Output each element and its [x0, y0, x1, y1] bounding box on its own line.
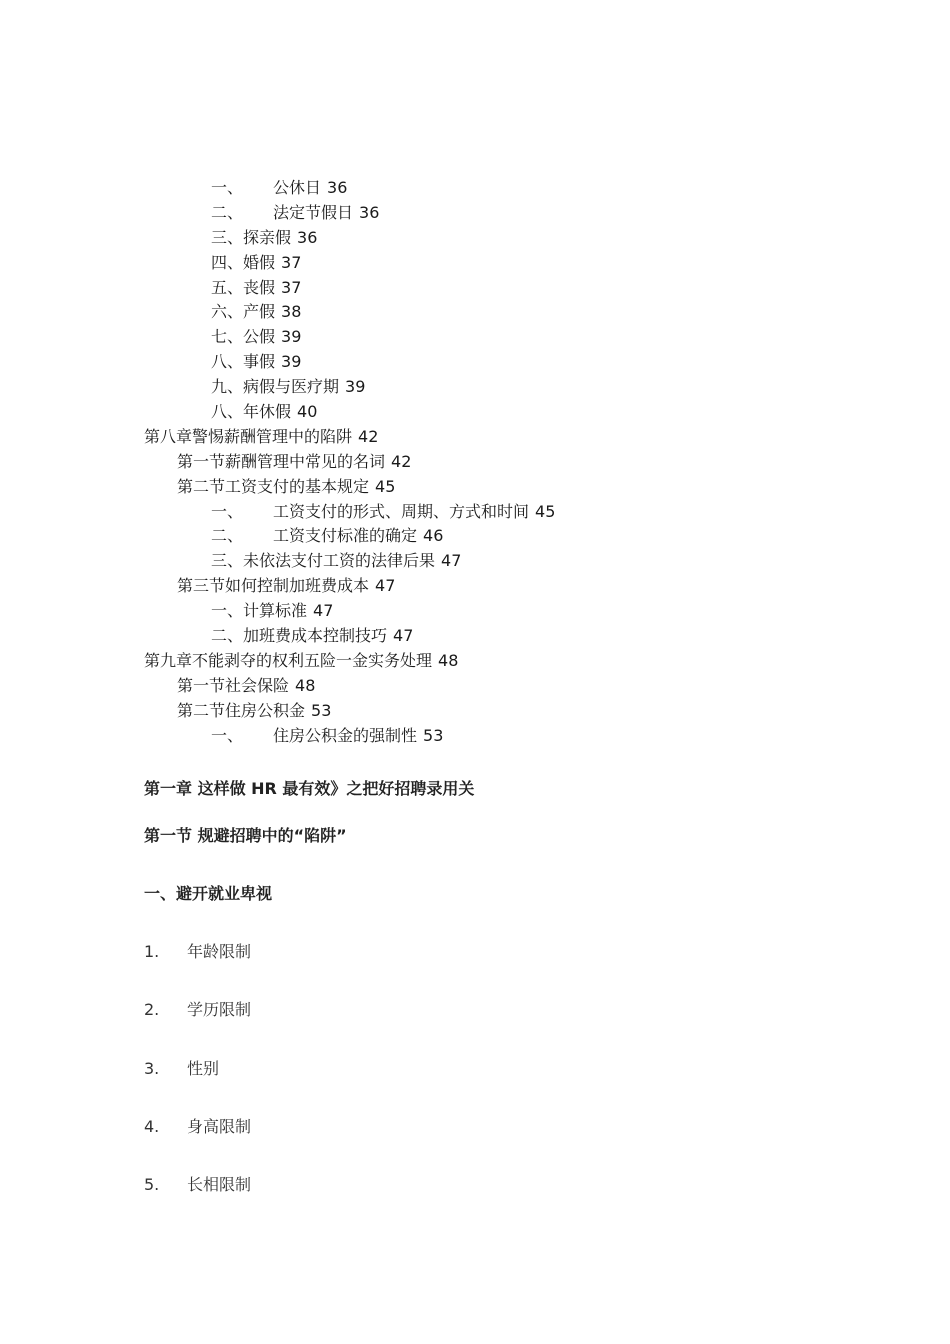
- toc-entry-page-number: 45: [375, 476, 396, 496]
- toc-entry-page-number: 36: [359, 202, 380, 222]
- toc-entry-title: 第一节社会保险: [177, 675, 290, 695]
- toc-entry-page-number: 39: [345, 377, 366, 397]
- toc-entry-page-number: 47: [393, 626, 414, 646]
- chapter-heading: 第一章 这样做 HR 最有效》之把好招聘录用关: [144, 779, 475, 798]
- toc-entry[interactable]: [0, 500, 950, 525]
- toc-entry-number: 六、: [211, 302, 244, 322]
- toc-entry-page-number: 42: [391, 451, 412, 471]
- toc-entry[interactable]: [0, 425, 950, 450]
- toc-entry-title: 年休假: [243, 402, 292, 422]
- toc-entry-page-number: 37: [281, 252, 302, 272]
- toc-entry-number: 二、: [211, 626, 244, 646]
- toc-entry[interactable]: [0, 674, 950, 699]
- toc-entry-page-number: 42: [358, 426, 379, 446]
- toc-entry[interactable]: [0, 574, 950, 599]
- toc-entry-page-number: 47: [313, 601, 334, 621]
- toc-entry[interactable]: [0, 276, 950, 301]
- toc-entry[interactable]: [0, 201, 950, 226]
- toc-entry-number: 三、: [211, 551, 244, 571]
- toc-entry-number: 一、: [211, 178, 244, 197]
- toc-entry-title: 探亲假: [243, 227, 292, 247]
- toc-entry-number: 三、: [211, 227, 244, 247]
- toc-entry-title: 法定节假日: [273, 202, 354, 222]
- toc-entry-title: 未依法支付工资的法律后果: [243, 551, 436, 571]
- toc-entry-title: 第二节住房公积金: [177, 700, 306, 720]
- list-item: [144, 1114, 251, 1137]
- toc-entry[interactable]: [0, 599, 950, 624]
- list-item: [144, 1056, 219, 1079]
- toc-entry-number: 八、: [211, 402, 244, 422]
- toc-entry[interactable]: [0, 724, 950, 749]
- toc-entry-title: 婚假: [243, 252, 276, 272]
- toc-entry-number: 五、: [211, 277, 244, 297]
- list-item-number: 1.: [144, 942, 160, 961]
- subsection-heading: 一、避开就业卑视: [144, 884, 273, 903]
- list-item-number: 4.: [144, 1117, 160, 1136]
- toc-entry[interactable]: [0, 300, 950, 325]
- list-item: [144, 997, 251, 1020]
- toc-entry-page-number: 47: [375, 576, 396, 596]
- toc-entry-page-number: 46: [423, 526, 444, 546]
- list-item-text: 学历限制: [187, 1000, 252, 1019]
- toc-entry[interactable]: [0, 450, 950, 475]
- toc-entry-title: 工资支付的形式、周期、方式和时间: [273, 501, 530, 521]
- toc-entry[interactable]: [0, 325, 950, 350]
- list-item-text: 年龄限制: [187, 942, 252, 961]
- list-item-number: 3.: [144, 1059, 160, 1078]
- toc-entry-number: 八、: [211, 352, 244, 372]
- table-of-contents: [0, 176, 950, 748]
- toc-entry-page-number: 36: [297, 227, 318, 247]
- list-item: [144, 939, 251, 962]
- toc-entry[interactable]: [0, 649, 950, 674]
- toc-entry[interactable]: [0, 475, 950, 500]
- toc-entry-page-number: 47: [441, 551, 462, 571]
- toc-entry[interactable]: [0, 624, 950, 649]
- toc-entry-number: 二、: [211, 526, 244, 546]
- toc-entry[interactable]: [0, 699, 950, 724]
- toc-entry-title: 第九章不能剥夺的权利五险一金实务处理: [144, 650, 433, 670]
- toc-entry-page-number: 53: [311, 700, 332, 720]
- list-item-text: 长相限制: [187, 1175, 252, 1194]
- toc-entry[interactable]: [0, 375, 950, 400]
- toc-entry-page-number: 39: [281, 352, 302, 372]
- list-item: [144, 1172, 251, 1195]
- list-item-number: 2.: [144, 1000, 160, 1019]
- toc-entry-title: 加班费成本控制技巧: [243, 626, 388, 646]
- toc-entry-title: 病假与医疗期: [243, 377, 340, 397]
- toc-entry-title: 第八章警惕薪酬管理中的陷阱: [144, 426, 353, 446]
- toc-entry[interactable]: [0, 400, 950, 425]
- toc-entry-page-number: 40: [297, 402, 318, 422]
- toc-entry-title: 公假: [243, 327, 276, 347]
- toc-entry-page-number: 39: [281, 327, 302, 347]
- toc-entry-title: 第三节如何控制加班费成本: [177, 576, 370, 596]
- toc-entry-title: 丧假: [243, 277, 276, 297]
- toc-entry-number: 一、: [211, 601, 244, 621]
- toc-entry-title: 计算标准: [243, 601, 308, 621]
- toc-entry-page-number: 36: [327, 178, 348, 197]
- toc-entry-page-number: 53: [423, 725, 444, 745]
- toc-entry-page-number: 37: [281, 277, 302, 297]
- toc-entry-number: 四、: [211, 252, 244, 272]
- list-item-text: 性别: [187, 1059, 220, 1078]
- section-heading: 第一节 规避招聘中的“陷阱”: [144, 826, 347, 845]
- toc-entry-title: 第一节薪酬管理中常见的名词: [177, 451, 386, 471]
- toc-entry-title: 公休日: [273, 178, 322, 197]
- toc-entry[interactable]: [0, 226, 950, 251]
- toc-entry[interactable]: [0, 524, 950, 549]
- toc-entry-page-number: 45: [535, 501, 556, 521]
- toc-entry-title: 第二节工资支付的基本规定: [177, 476, 370, 496]
- toc-entry[interactable]: [0, 549, 950, 574]
- list-item-number: 5.: [144, 1175, 160, 1194]
- toc-entry-title: 事假: [243, 352, 276, 372]
- toc-entry-title: 工资支付标准的确定: [273, 526, 418, 546]
- toc-entry-page-number: 48: [438, 650, 459, 670]
- toc-entry[interactable]: [0, 176, 950, 201]
- toc-entry-page-number: 38: [281, 302, 302, 322]
- toc-entry[interactable]: [0, 350, 950, 375]
- toc-entry-number: 二、: [211, 202, 244, 222]
- toc-entry-number: 一、: [211, 501, 244, 521]
- toc-entry-title: 产假: [243, 302, 276, 322]
- toc-entry-number: 九、: [211, 377, 244, 397]
- list-item-text: 身高限制: [187, 1117, 252, 1136]
- toc-entry[interactable]: [0, 251, 950, 276]
- toc-entry-number: 一、: [211, 725, 244, 745]
- toc-entry-page-number: 48: [295, 675, 316, 695]
- toc-entry-title: 住房公积金的强制性: [273, 725, 418, 745]
- toc-entry-number: 七、: [211, 327, 244, 347]
